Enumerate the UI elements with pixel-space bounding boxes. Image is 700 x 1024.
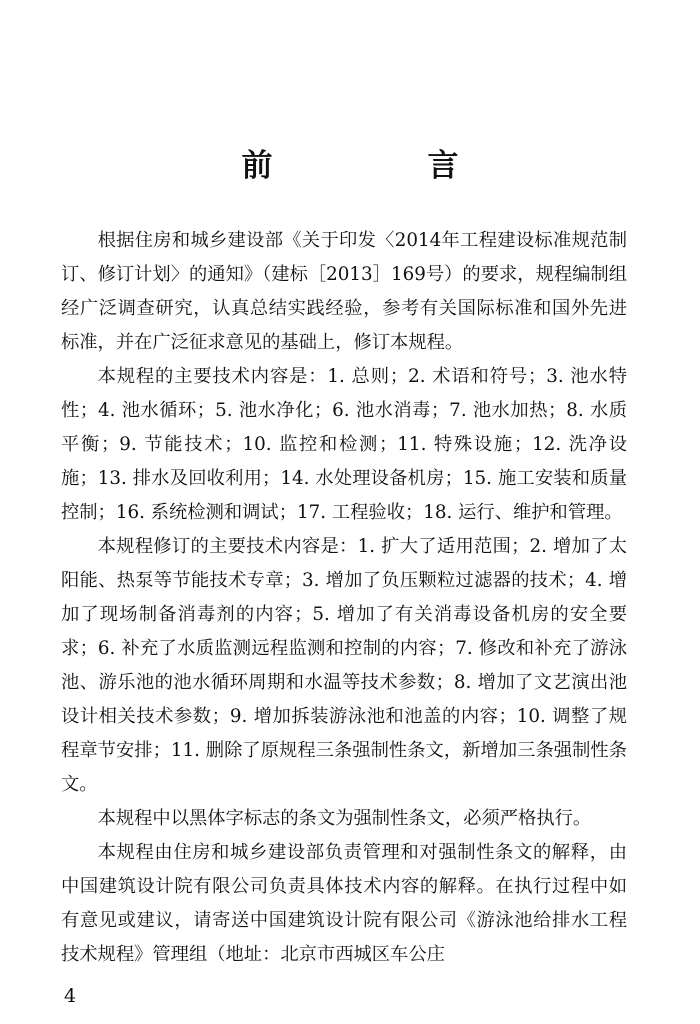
paragraph-management: 本规程由住房和城乡建设部负责管理和对强制性条文的解释，由中国建筑设计院有限公司负责具体技术内容的解释。在执行过程中如有意见或建议，请寄送中国建筑设计院有限公司《游泳池给排水工程技术规程》管理组（地址：北京市西城区车公庄 — [61, 842, 627, 965]
page-number: 4 — [64, 985, 77, 1007]
paragraph-main-content: 本规程的主要技术内容是：1. 总则；2. 术语和符号；3. 池水特性；4. 池水循环；5. 池水净化；6. 池水消毒；7. 池水加热；8. 水质平衡；9. 节能技术；10. 监控和检测；11. 特殊设施；12. 洗净设施；13. 排水及回收利用；14. 水处理设备机房；15. 施工安装和质量控制；16. 系统检测和调试；17. 工程验收；18. 运行、维护和管理。 — [61, 366, 627, 523]
paragraph-basis: 根据住房和城乡建设部《关于印发〈2014年工程建设标准规范制订、修订计划〉的通知》（建标［2013］169号）的要求，规程编制组经广泛调查研究，认真总结实践经验，参考有关国际标准和国外先进标准，并在广泛征求意见的基础上，修订本规程。 — [61, 230, 627, 353]
paragraph-mandatory-clauses: 本规程中以黑体字标志的条文为强制性条文，必须严格执行。 — [97, 808, 592, 829]
paragraph-revision-content: 本规程修订的主要技术内容是：1. 扩大了适用范围；2. 增加了太阳能、热泵等节能技术专章；3. 增加了负压颗粒过滤器的技术；4. 增加了现场制备消毒剂的内容；5. 增加了有关消毒设备机房的安全要求；6. 补充了水质监测远程监测和控制的内容；7. 修改和补充了游泳池、游乐池的池水循环周期和水温等技术参数；8. 增加了文艺演出池设计相关技术参数；9. 增加拆装游泳池和池盖的内容；10. 调整了规程章节安排；11. 删除了原规程三条强制性条文，新增加三条强制性条文。 — [61, 536, 627, 795]
page-title: 前 言 — [241, 148, 521, 184]
body-text — [61, 224, 627, 972]
